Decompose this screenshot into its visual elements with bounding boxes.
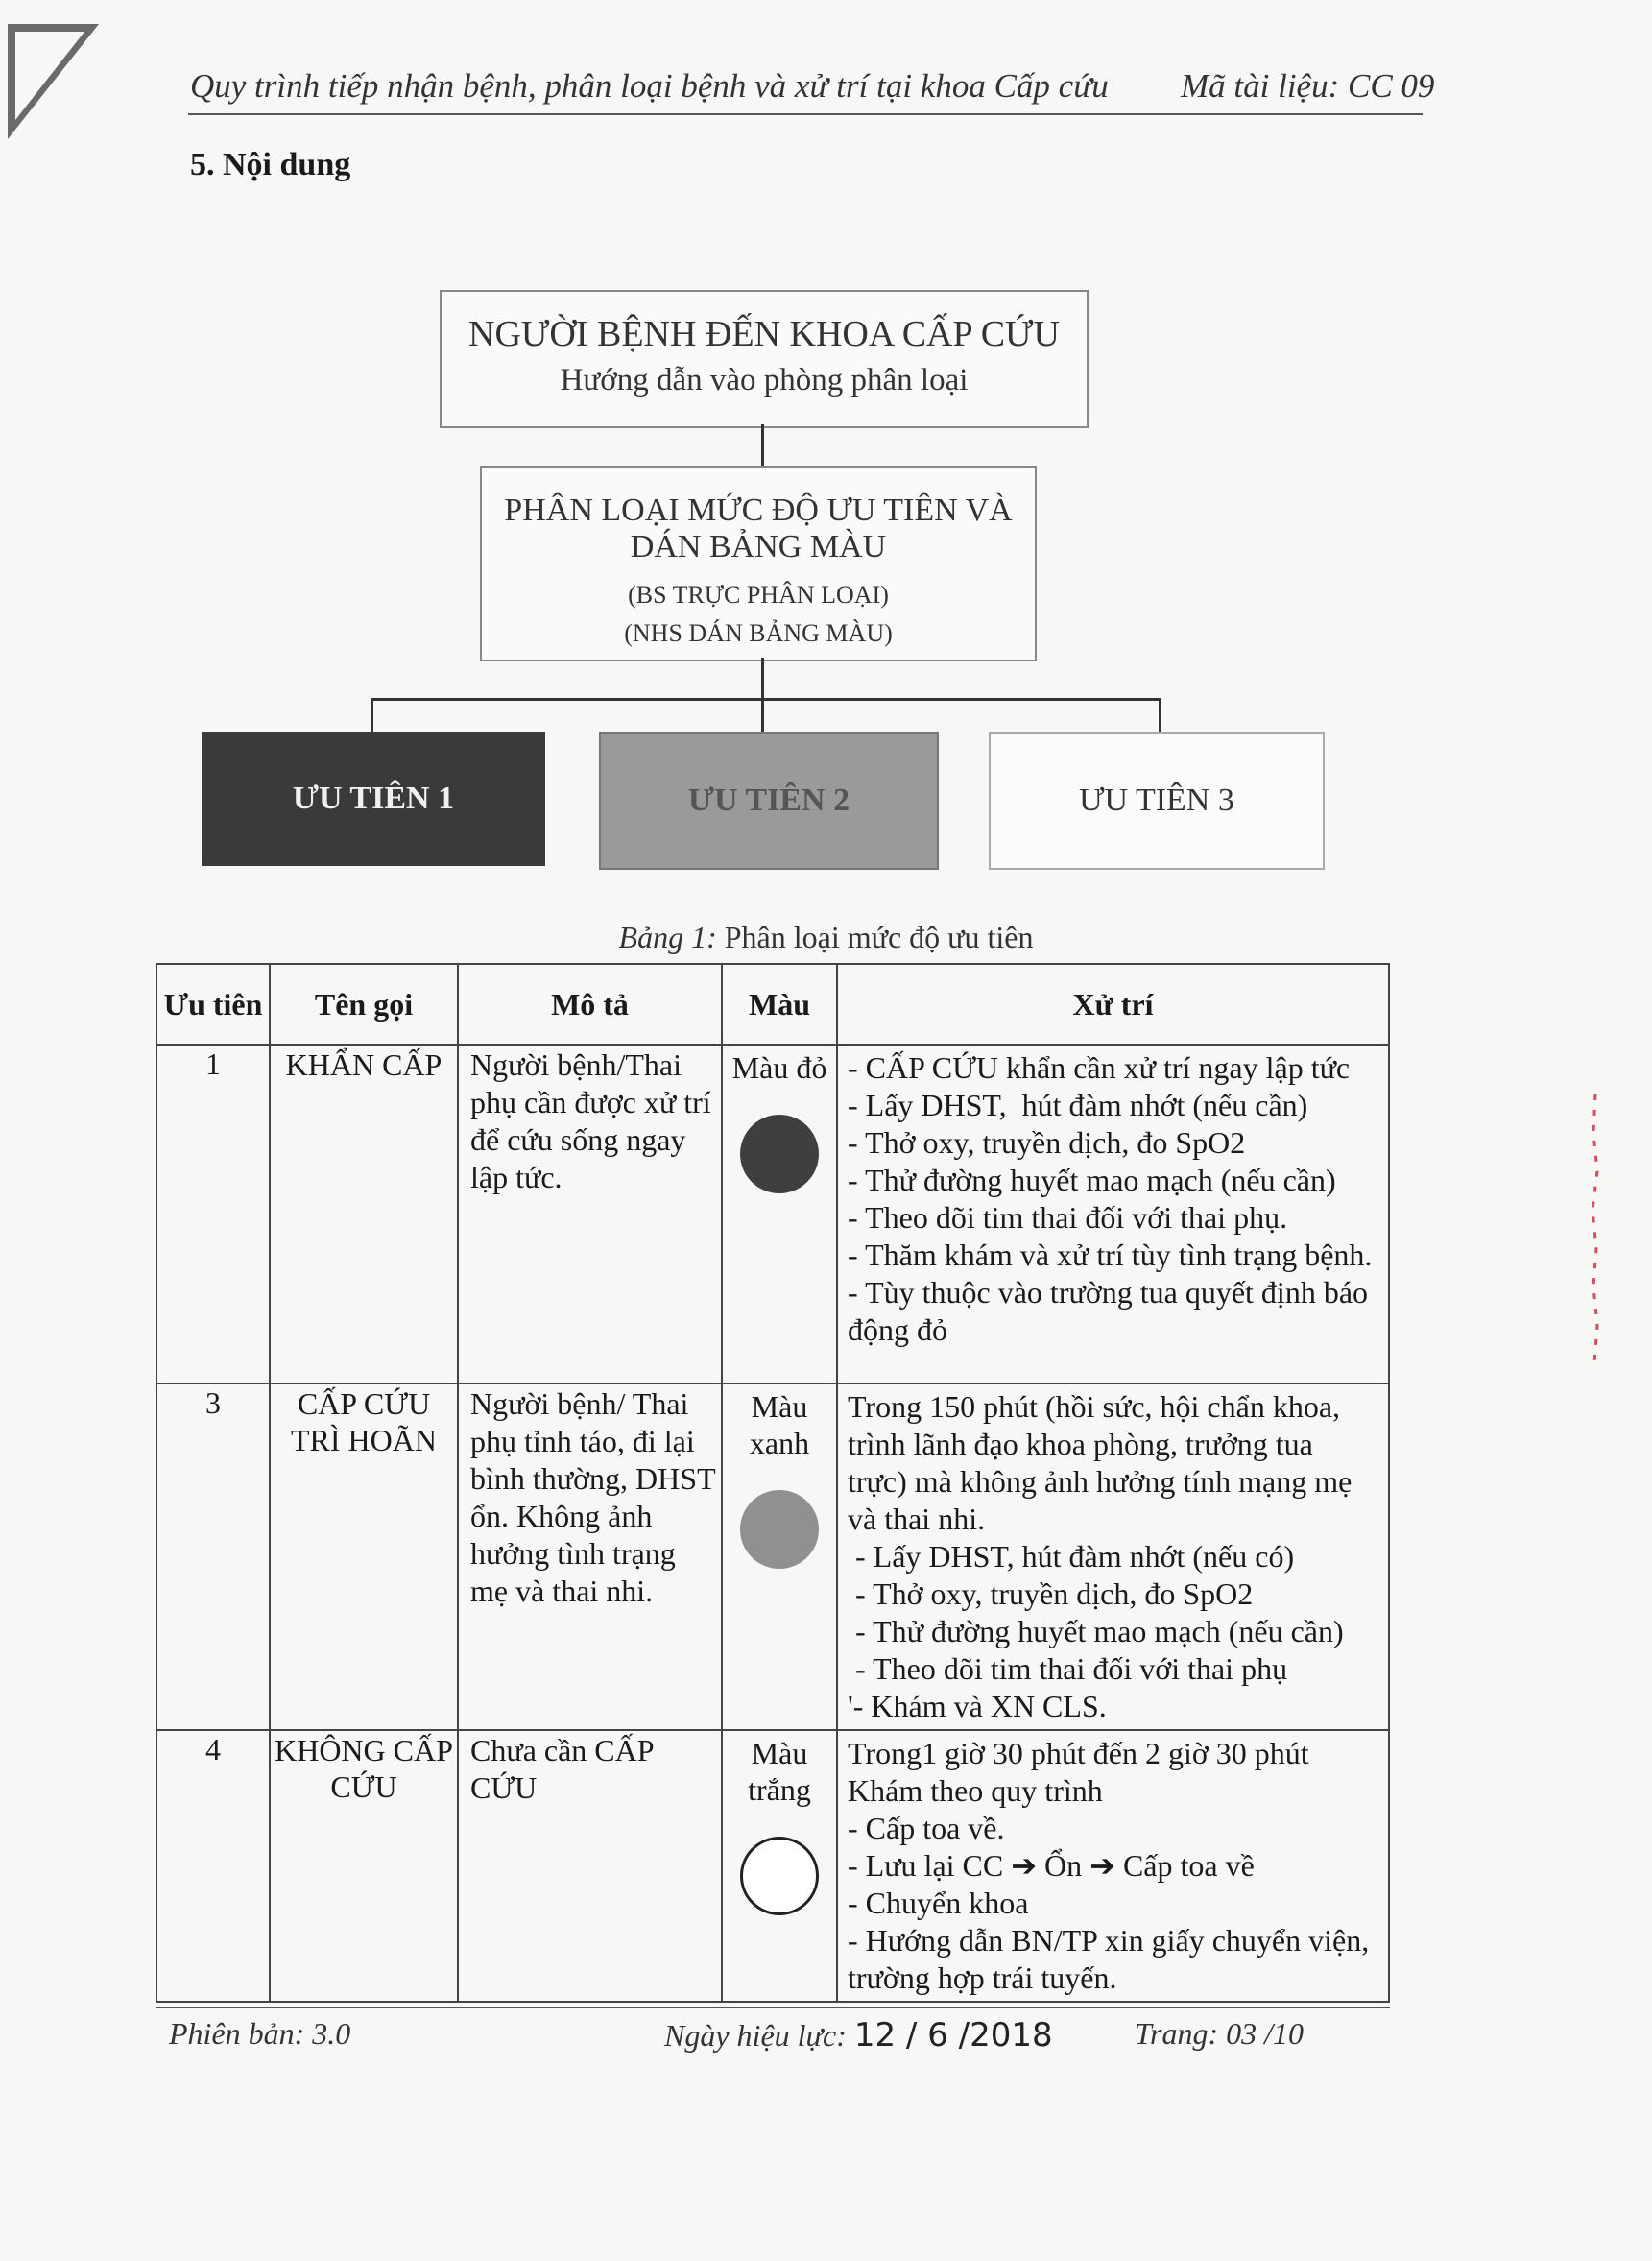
action-item: - Cấp toa về. (848, 1811, 1005, 1845)
action-item: - Thử đường huyết mao mạch (nếu cần) (848, 1163, 1336, 1197)
row-name: CẤP CỨU TRÌ HOÃN (270, 1383, 458, 1730)
row-color-label: Màu xanh (749, 1389, 810, 1460)
action-item: - Thở oxy, truyền dịch, đo SpO2 (848, 1576, 1254, 1611)
action-item: Khám theo quy trình (848, 1773, 1103, 1808)
red-dot-icon (740, 1115, 819, 1193)
table-row (156, 1730, 1389, 2002)
action-item: - Hướng dẫn BN/TP xin giấy chuyển viện, trường hợp trái tuyến. (848, 1923, 1377, 1995)
priority-2-box: ƯU TIÊN 2 (599, 732, 939, 870)
col-header-description: Mô tả (458, 964, 722, 1045)
row-name: KHÔNG CẤP CỨU (270, 1730, 458, 2002)
table-row (156, 1045, 1389, 1383)
corner-fold-mark (8, 24, 99, 139)
footer-effective (664, 2016, 1053, 2055)
action-item: - Chuyển khoa (848, 1886, 1029, 1920)
flow-box-triage (480, 466, 1037, 661)
footer-effective-label: Ngày hiệu lực: (664, 2018, 854, 2053)
flow-box-arrival (440, 290, 1089, 428)
action-item: Trong1 giờ 30 phút đến 2 giờ 30 phút (848, 1736, 1309, 1770)
side-stamp-mark (1584, 1094, 1607, 1363)
action-item: - Thăm khám và xử trí tùy tình trạng bệnh. (848, 1238, 1373, 1272)
action-item: - Lưu lại CC ➔ Ổn ➔ Cấp toa về (848, 1848, 1255, 1883)
row-color-label: Màu đỏ (731, 1050, 827, 1085)
action-item: - Lấy DHST, hút đàm nhớt (nếu cần) (848, 1088, 1308, 1122)
flow-connector (371, 698, 1161, 701)
action-item: - Lấy DHST, hút đàm nhớt (nếu có) (848, 1539, 1295, 1574)
col-header-color: Màu (722, 964, 837, 1045)
row-color-label: Màu trắng (748, 1736, 811, 1807)
row-priority: 4 (156, 1730, 270, 2002)
row-actions (837, 1730, 1389, 2002)
section-title: 5. Nội dung (190, 147, 351, 182)
row-description: Người bệnh/ Thai phụ tỉnh táo, đi lại bình thường, DHST ổn. Không ảnh hưởng tình trạng mẹ và thai nhi. (458, 1383, 722, 1730)
action-item: - Thở oxy, truyền dịch, đo SpO2 (848, 1125, 1246, 1160)
flow-connector (761, 698, 764, 732)
header-divider (188, 113, 1423, 115)
row-description: Chưa cần CẤP CỨU (458, 1730, 722, 2002)
action-item: - Thử đường huyết mao mạch (nếu cần) (848, 1614, 1344, 1648)
action-item: - CẤP CỨU khẩn cần xử trí ngay lập tức (848, 1050, 1351, 1085)
table-caption (0, 920, 1652, 955)
priority-1-box: ƯU TIÊN 1 (202, 732, 545, 866)
table-caption-label: Bảng 1: (618, 920, 717, 954)
flow-box-triage-note2: (NHS DÁN BẢNG MÀU) (624, 619, 893, 647)
action-item: '- Khám và XN CLS. (848, 1689, 1107, 1723)
flow-box-arrival-subtitle: Hướng dẫn vào phòng phân loại (560, 363, 969, 397)
row-priority: 1 (156, 1045, 270, 1383)
flow-box-triage-note1: (BS TRỰC PHÂN LOẠI) (628, 581, 889, 609)
row-description: Người bệnh/Thai phụ cần được xử trí để cứu sống ngay lập tức. (458, 1045, 722, 1383)
action-item: - Tùy thuộc vào trường tua quyết định báo động đỏ (848, 1275, 1377, 1347)
header-title: Quy trình tiếp nhận bệnh, phân loại bệnh và xử trí tại khoa Cấp cứu (190, 67, 1109, 105)
col-header-action: Xử trí (837, 964, 1389, 1045)
flow-connector (1159, 698, 1161, 732)
action-item: - Theo dõi tim thai đối với thai phụ (848, 1651, 1288, 1686)
table-header-row (156, 964, 1389, 1045)
table-row (156, 1383, 1389, 1730)
flow-connector (371, 698, 373, 732)
row-actions (837, 1383, 1389, 1730)
footer-version: Phiên bản: 3.0 (169, 2016, 351, 2051)
col-header-priority: Ưu tiên (156, 964, 270, 1045)
flow-box-arrival-title: NGƯỜI BỆNH ĐẾN KHOA CẤP CỨU (468, 314, 1060, 354)
priority-3-box: ƯU TIÊN 3 (989, 732, 1325, 870)
flow-connector (761, 424, 764, 466)
white-dot-icon (740, 1837, 819, 1915)
footer-divider (156, 2007, 1390, 2008)
row-color (722, 1383, 837, 1730)
row-name: KHẨN CẤP (270, 1045, 458, 1383)
col-header-name: Tên gọi (270, 964, 458, 1045)
footer-page: Trang: 03 /10 (1135, 2016, 1305, 2051)
action-item: - Theo dõi tim thai đối với thai phụ. (848, 1200, 1288, 1235)
action-item: Trong 150 phút (hồi sức, hội chẩn khoa, trình lãnh đạo khoa phòng, trưởng tua trực) mà không ảnh hưởng tính mạng mẹ và thai nhi. (848, 1389, 1360, 1536)
header-doc-code: Mã tài liệu: CC 09 (1181, 67, 1435, 105)
table-caption-text: Phân loại mức độ ưu tiên (716, 920, 1034, 954)
row-color (722, 1730, 837, 2002)
flow-connector (761, 658, 764, 699)
row-actions (837, 1045, 1389, 1383)
flow-box-triage-title: PHÂN LOẠI MỨC ĐỘ ƯU TIÊN VÀ DÁN BẢNG MÀU (504, 493, 1013, 565)
row-priority: 3 (156, 1383, 270, 1730)
priority-table (156, 963, 1390, 2003)
footer-effective-date: 12 / 6 /2018 (853, 2016, 1053, 2055)
blue-dot-icon (740, 1490, 819, 1569)
row-color (722, 1045, 837, 1383)
